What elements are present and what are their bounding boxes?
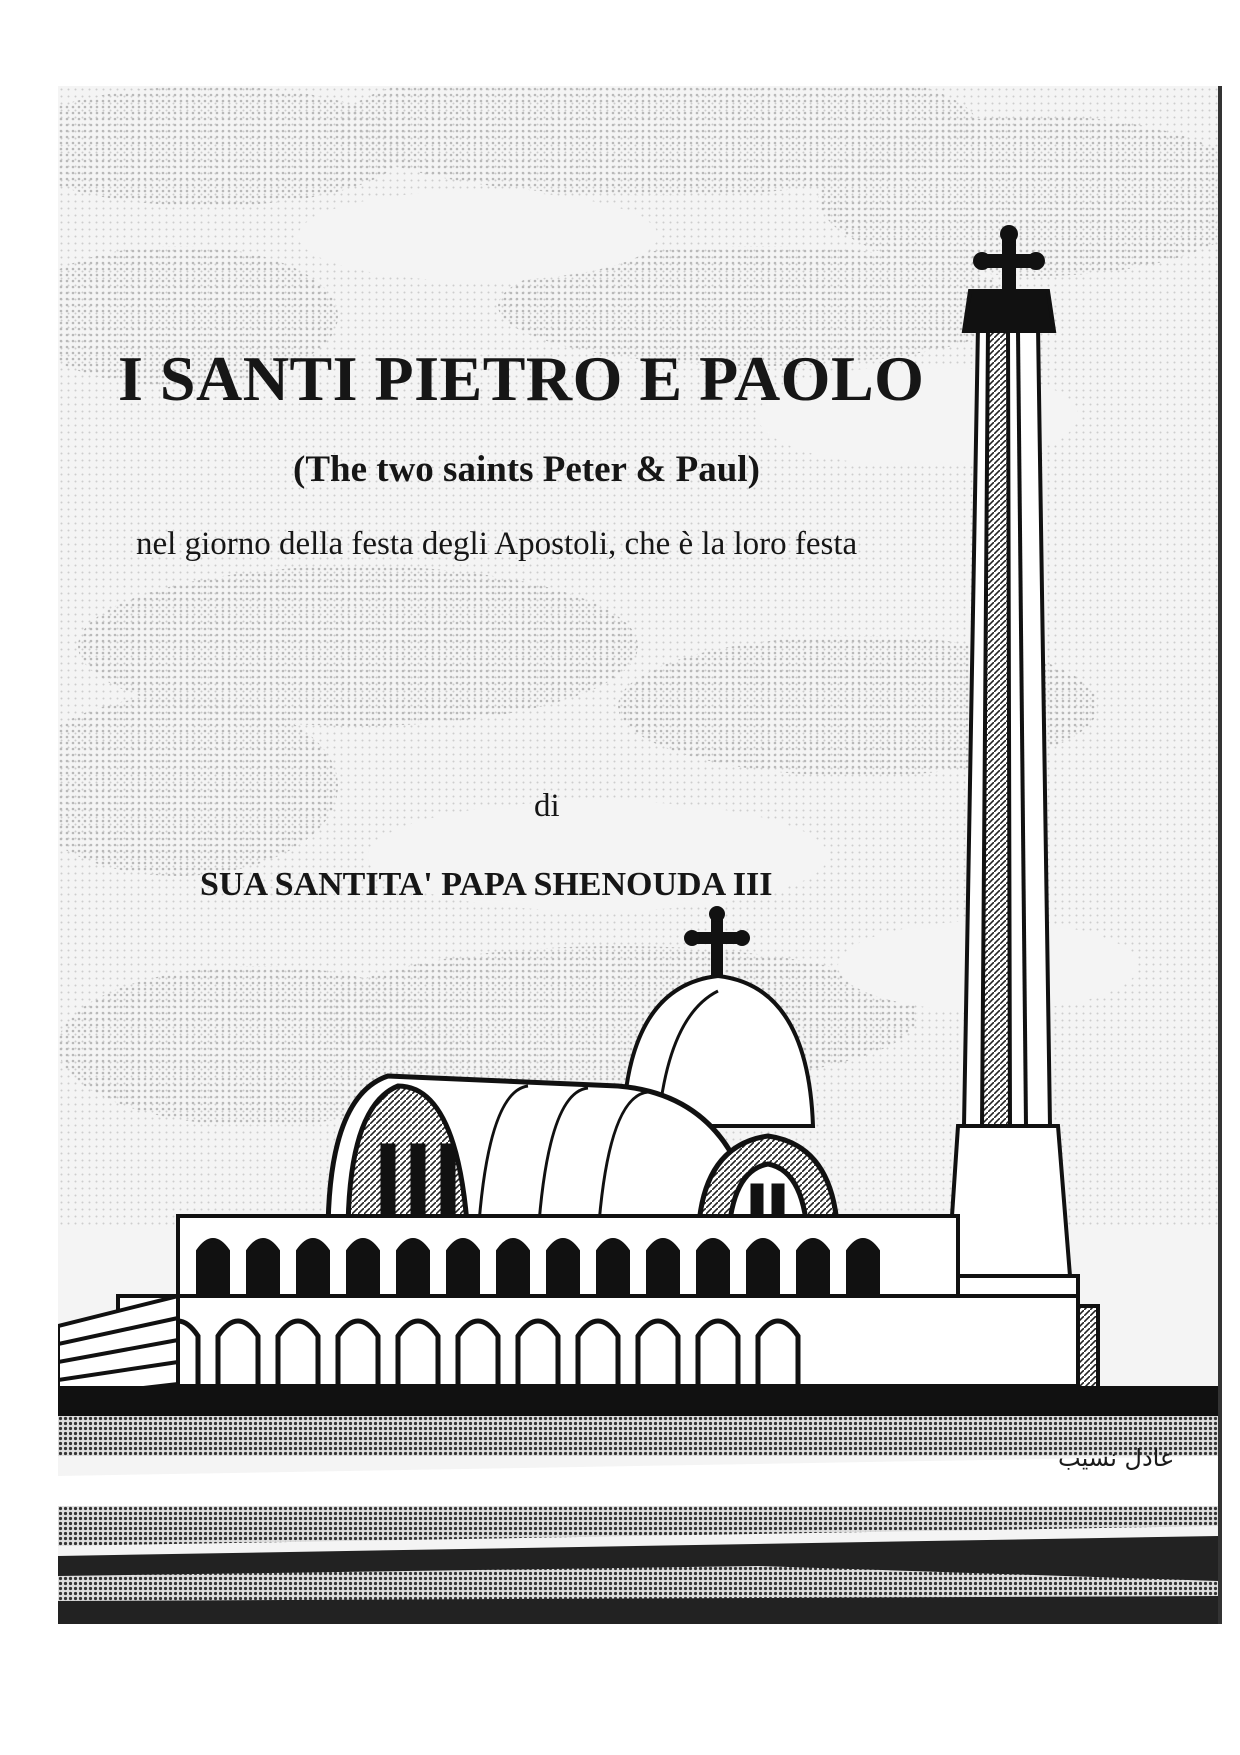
book-subtitle: (The two saints Peter & Paul) — [293, 449, 760, 490]
book-cover — [58, 86, 1218, 1624]
cover-right-edge — [1218, 86, 1222, 1624]
tower-cross-icon — [973, 225, 1045, 294]
artist-signature: عادل نسيب — [1058, 1444, 1175, 1472]
dome-cross-icon — [684, 906, 750, 978]
by-label: di — [534, 788, 560, 824]
author-name: SUA SANTITA' PAPA SHENOUDA III — [200, 866, 773, 903]
cathedral-illustration — [58, 86, 1218, 1624]
book-title: I SANTI PIETRO E PAOLO — [118, 343, 925, 414]
book-occasion-line: nel giorno della festa degli Apostoli, che è la loro festa — [136, 526, 858, 562]
ground-shading — [58, 1386, 1218, 1624]
